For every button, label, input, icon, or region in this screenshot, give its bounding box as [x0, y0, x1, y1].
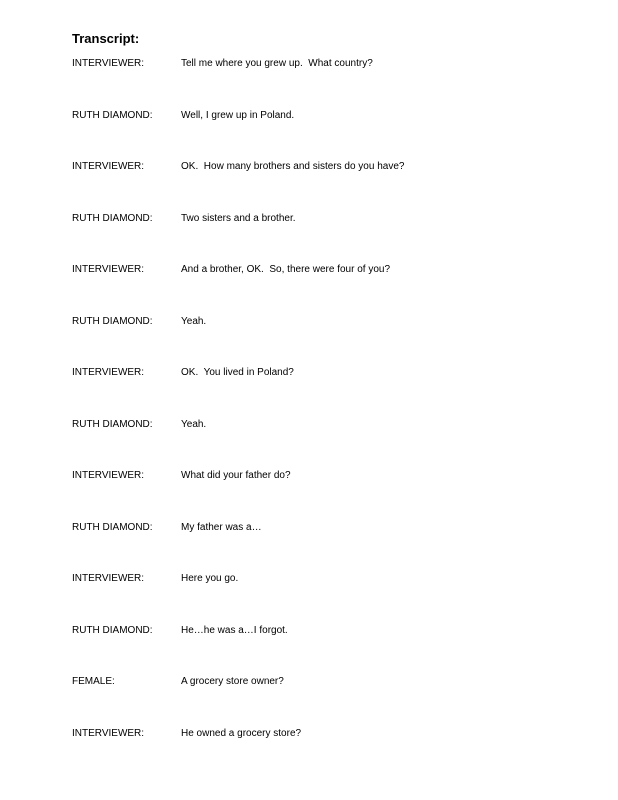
utterance-text: My father was a…	[181, 521, 262, 533]
speaker-label: INTERVIEWER:	[72, 58, 145, 69]
speaker-label: FEMALE:	[72, 676, 115, 687]
transcript-row	[72, 315, 572, 367]
transcript-row	[72, 57, 572, 109]
utterance-text: OK. How many brothers and sisters do you have?	[181, 161, 405, 172]
speaker-label: INTERVIEWER:	[72, 367, 145, 378]
transcript-row	[72, 624, 572, 676]
transcript-row	[72, 727, 572, 779]
utterance-text: Tell me where you grew up. What country?	[181, 58, 373, 69]
speaker-label: INTERVIEWER:	[72, 727, 145, 739]
utterance-text: Two sisters and a brother.	[181, 212, 296, 224]
speaker-label: INTERVIEWER:	[72, 573, 145, 584]
speaker-label: RUTH DIAMOND:	[72, 315, 153, 327]
transcript-row	[72, 160, 572, 212]
utterance-text: He owned a grocery store?	[181, 727, 302, 739]
utterance-text: A grocery store owner?	[181, 676, 284, 687]
transcript-row	[72, 675, 572, 727]
speaker-label: INTERVIEWER:	[72, 470, 145, 481]
speaker-label: RUTH DIAMOND:	[72, 521, 153, 533]
transcript-row	[72, 263, 572, 315]
transcript-row	[72, 212, 572, 264]
speaker-label: RUTH DIAMOND:	[72, 624, 153, 636]
speaker-label: RUTH DIAMOND:	[72, 212, 153, 224]
speaker-label: RUTH DIAMOND:	[72, 418, 153, 430]
transcript-row	[72, 109, 572, 161]
page-title: Transcript:	[72, 31, 140, 46]
speaker-label: INTERVIEWER:	[72, 161, 145, 172]
utterance-text: And a brother, OK. So, there were four of you?	[181, 264, 391, 275]
transcript-list	[72, 57, 572, 778]
speaker-label: INTERVIEWER:	[72, 264, 145, 275]
utterance-text: What did your father do?	[181, 470, 291, 481]
transcript-row	[72, 366, 572, 418]
transcript-row	[72, 469, 572, 521]
utterance-text: OK. You lived in Poland?	[181, 367, 294, 378]
utterance-text: Here you go.	[181, 573, 239, 584]
utterance-text: He…he was a…I forgot.	[181, 624, 288, 636]
utterance-text: Yeah.	[181, 315, 207, 327]
transcript-row	[72, 418, 572, 470]
speaker-label: RUTH DIAMOND:	[72, 109, 153, 121]
transcript-row	[72, 572, 572, 624]
transcript-row	[72, 521, 572, 573]
utterance-text: Yeah.	[181, 418, 207, 430]
utterance-text: Well, I grew up in Poland.	[181, 109, 295, 121]
